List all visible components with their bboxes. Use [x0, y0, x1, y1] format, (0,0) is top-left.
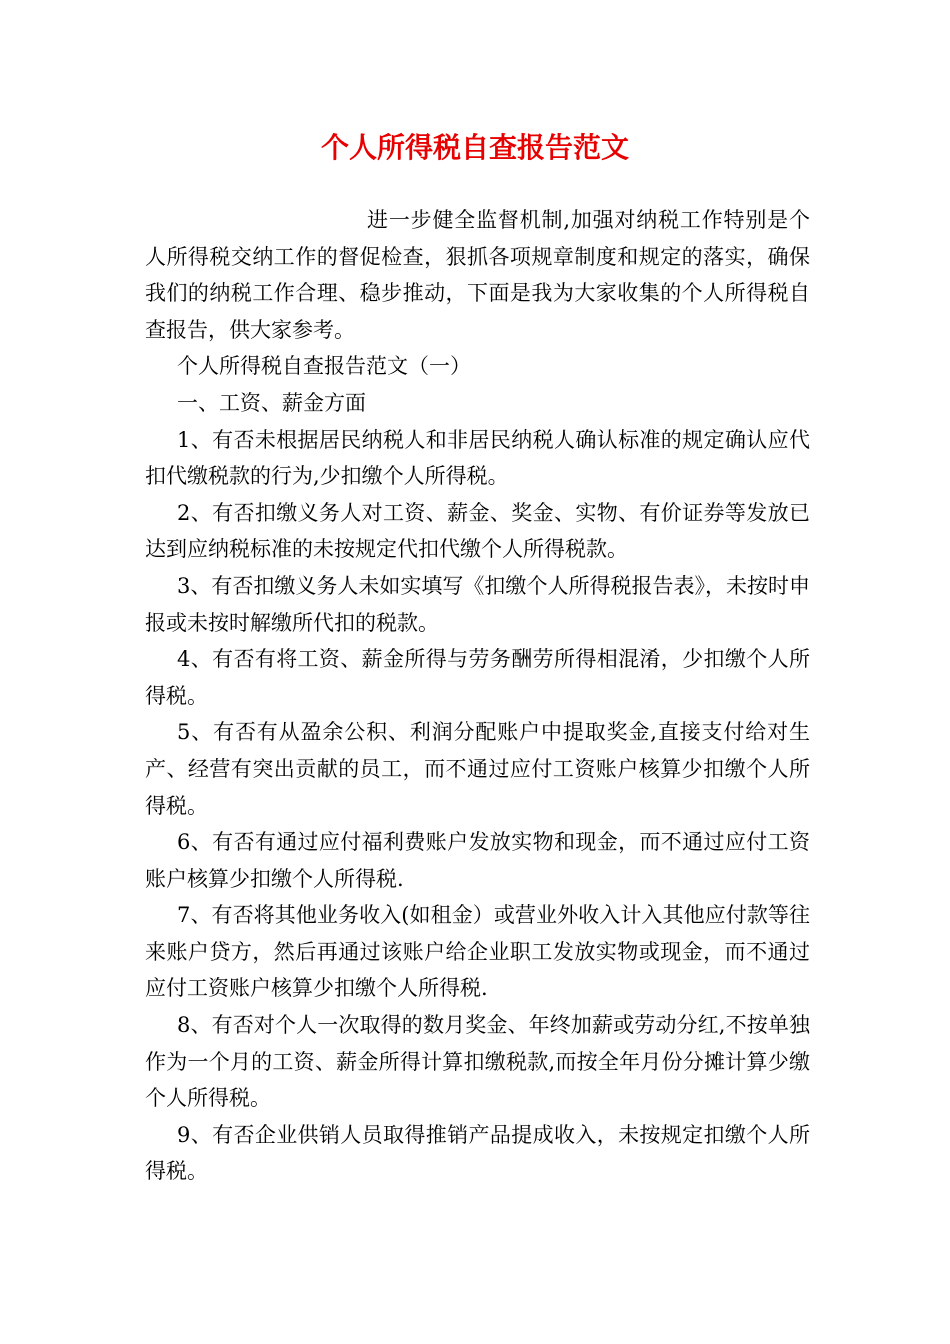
document-title: 个人所得税自查报告范文	[320, 131, 629, 164]
list-item: 3、有否扣缴义务人未如实填写《扣缴个人所得税报告表》，未按时申报或未按时解缴所代扣的税款。	[145, 573, 810, 635]
subsection-title: 一、工资、薪金方面	[177, 390, 366, 415]
list-item: 7、有否将其他业务收入(如租金）或营业外收入计入其他应付款等往来账户贷方，然后再通过该账户给企业职工发放实物或现金，而不通过应付工资账户核算少扣缴个人所得税.	[145, 903, 810, 1001]
list-item: 5、有否有从盈余公积、利润分配账户中提取奖金,直接支付给对生产、经营有突出贡献的员工，而不通过应付工资账户核算少扣缴个人所得税。	[145, 720, 810, 818]
intro-paragraph: 进一步健全监督机制,加强对纳税工作特别是个人所得税交纳工作的督促检查，狠抓各项规章制度和规定的落实，确保我们的纳税工作合理、稳步推动，下面是我为大家收集的个人所得税自查报告，供大家参考。	[145, 208, 810, 342]
list-item: 6、有否有通过应付福利费账户发放实物和现金，而不通过应付工资账户核算少扣缴个人所得税.	[145, 830, 810, 891]
list-item: 9、有否企业供销人员取得推销产品提成收入，未按规定扣缴个人所得税。	[145, 1122, 810, 1184]
list-item: 1、有否未根据居民纳税人和非居民纳税人确认标准的规定确认应代扣代缴税款的行为,少扣缴个人所得税。	[145, 427, 810, 489]
document-body	[145, 202, 810, 1190]
list-item: 2、有否扣缴义务人对工资、薪金、奖金、实物、有价证券等发放已达到应纳税标准的未按规定代扣代缴个人所得税款。	[145, 500, 810, 562]
section-title: 个人所得税自查报告范文（一）	[177, 354, 471, 379]
list-item: 8、有否对个人一次取得的数月奖金、年终加薪或劳动分红,不按单独作为一个月的工资、薪金所得计算扣缴税款,而按全年月份分摊计算少缴个人所得税。	[145, 1013, 810, 1111]
list-item: 4、有否有将工资、薪金所得与劳务酬劳所得相混淆，少扣缴个人所得税。	[145, 647, 810, 708]
